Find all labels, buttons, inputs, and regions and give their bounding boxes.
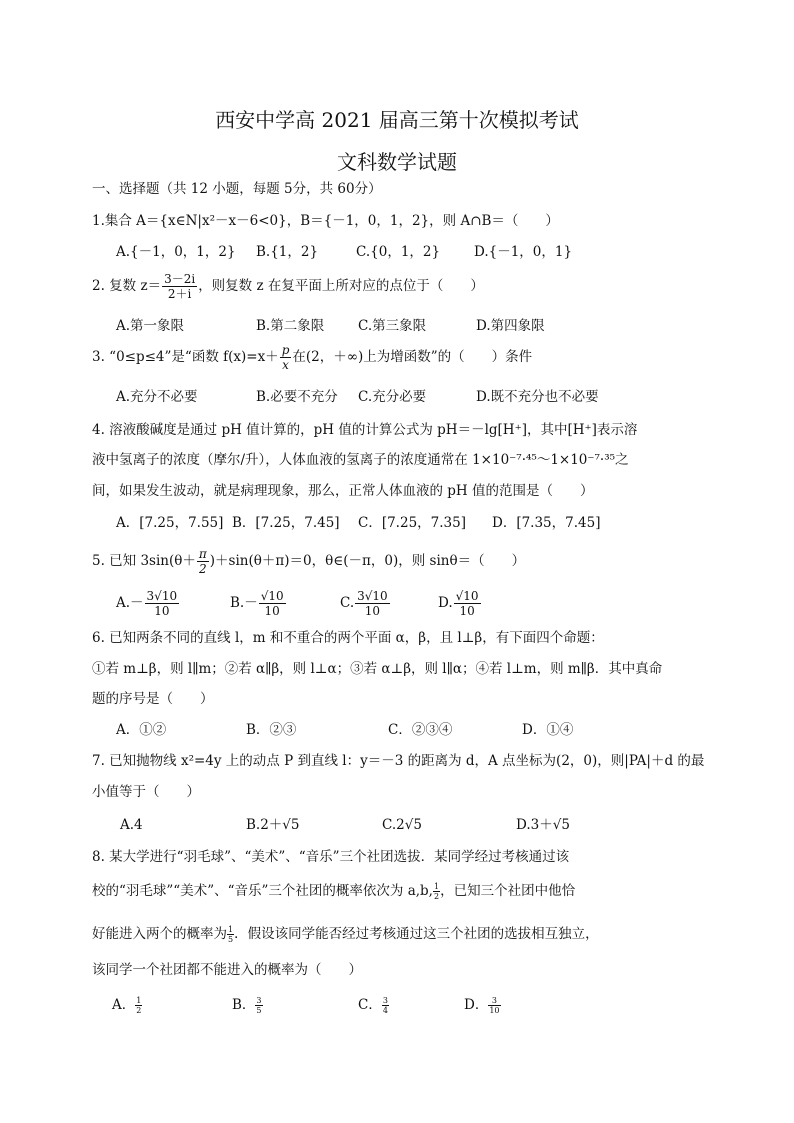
q6-option-b: B．②③ (246, 722, 297, 738)
q8-option-a-label: A． (112, 997, 136, 1013)
question-2-stem (92, 272, 484, 301)
q6-option-a: A．①② (116, 722, 167, 738)
q8-option-d-num: 3 (488, 996, 500, 1006)
q5-option-d (438, 589, 482, 618)
q8-option-a-num: 1 (136, 996, 142, 1005)
question-6-line-1: 6. 已知两条不同的直线 l，m 和不重合的两个平面 α，β，且 l⊥β，有下面四个命题： (92, 630, 604, 646)
question-6-line-2: ①若 m⊥β，则 l∥m；②若 α∥β，则 l⊥α；③若 α⊥β，则 l∥α；④若 l⊥m，则 m∥β．其中真命 (92, 661, 663, 677)
q8-option-a (112, 996, 142, 1015)
q8-option-d-label: D． (464, 997, 489, 1013)
q5-option-d-den: 10 (459, 604, 475, 618)
q2-option-c: C.第三象限 (358, 318, 427, 334)
q2-fraction-num: 3－2i (164, 272, 196, 286)
q2-option-d: D.第四象限 (476, 318, 545, 334)
question-7-line-1: 7. 已知抛物线 x²=4y 上的动点 P 到直线 l：y＝－3 的距离为 d，A 点坐标为(2，0)，则|PA|＋d 的最 (92, 753, 705, 769)
q8-option-d-frac (488, 996, 500, 1015)
q1-option-c: C.{0，1，2} (356, 244, 441, 260)
question-4-line-3: 间，如果发生波动，就是病理现象，那么，正常人体血液的 pH 值的范围是（ ） (92, 483, 594, 499)
q8-line-2-pre: 校的“羽毛球”“美术”、“音乐”三个社团的概率依次为 a,b, (92, 883, 433, 899)
q5-option-a (116, 589, 180, 618)
q5-option-c (340, 589, 391, 618)
question-4-line-1: 4. 溶液酸碱度是通过 pH 值计算的，pH 值的计算公式为 pH＝－lg[H⁺]，其中[H⁺]表示溶 (92, 422, 638, 438)
question-8-line-2 (92, 882, 575, 901)
q8-option-a-den: 2 (136, 1006, 142, 1015)
q8-option-c-num: 3 (382, 996, 388, 1005)
q5-option-d-num: √10 (455, 589, 479, 603)
q3-stem-pre: 3. “0≤p≤4”是“函数 f(x)=x＋ (92, 349, 279, 365)
q2-option-a: A.第一象限 (116, 318, 185, 334)
q5-fraction-num: π (198, 547, 207, 561)
q8-option-c-frac (382, 996, 389, 1015)
q5-option-a-label: A.－ (116, 595, 144, 611)
q4-option-d: D．[7.35，7.45] (492, 515, 601, 531)
question-8-line-3 (92, 925, 599, 944)
q4-option-b: B．[7.25，7.45] (232, 515, 340, 531)
q8-option-d-den: 10 (489, 1006, 500, 1015)
q1-option-d: D.{－1，0，1} (474, 244, 573, 260)
q5-option-c-den: 10 (364, 604, 381, 618)
q8-line-2-frac-den: 2 (433, 892, 440, 901)
q5-option-a-num: 3√10 (146, 589, 178, 603)
q5-option-c-frac (355, 589, 390, 618)
q7-option-b: B.2＋√5 (246, 817, 300, 833)
q7-option-c: C.2√5 (382, 817, 422, 833)
q2-stem-pre: 2. 复数 z＝ (92, 278, 162, 294)
q8-option-c-den: 4 (382, 1006, 388, 1015)
q5-option-b-den: 10 (264, 604, 280, 618)
section-heading: 一、选择题（共 12 小题，每题 5分，共 60分） (92, 181, 382, 197)
exam-title: 西安中学高 2021 届高三第十次模拟考试 (215, 108, 579, 132)
question-1-stem: 1.集合 A＝{x∈N|x²－x－6<0}，B＝{－1，0，1，2}，则 A∩B＝（ ） (92, 213, 559, 229)
q8-line-3-pre: 好能进入两个的概率为 (92, 926, 227, 942)
question-4-line-2: 液中氢离子的浓度（摩尔/升），人体血液的氢离子的浓度通常在 1×10⁻⁷·⁴⁵～1×10⁻⁷·³⁵之 (92, 452, 629, 468)
q2-fraction (162, 272, 197, 301)
q5-fraction (197, 547, 209, 576)
q5-option-d-label: D. (438, 595, 453, 611)
q5-option-a-frac (145, 589, 180, 618)
q8-line-3-post: ．假设该同学能否经过考核通过这三个社团的选拔相互独立， (234, 926, 599, 942)
q2-fraction-den: 2＋i (167, 287, 192, 301)
q2-option-b: B.第二象限 (256, 318, 325, 334)
question-3-stem (92, 343, 532, 372)
q5-option-c-num: 3√10 (357, 589, 388, 603)
question-8-line-1: 8. 某大学进行“羽毛球”、“美术”、“音乐”三个社团选拔．某同学经过考核通过该 (92, 849, 570, 865)
q8-line-2-frac (433, 882, 440, 901)
q3-option-b: B.必要不充分 (256, 389, 338, 405)
q6-option-d: D．①④ (522, 722, 574, 738)
question-7-line-2: 小值等于（ ） (92, 784, 200, 800)
q8-line-2-post: ，已知三个社团中他恰 (440, 883, 576, 899)
q5-option-a-den: 10 (154, 604, 170, 618)
q3-option-a: A.充分不必要 (116, 389, 198, 405)
q3-fraction (280, 343, 292, 372)
q5-stem-post: )＋sin(θ＋π)＝0，θ∈(－π，0)，则 sinθ＝（ ） (209, 553, 526, 569)
q4-option-a: A．[7.25，7.55] (116, 515, 224, 531)
q8-line-3-frac-den: 5 (228, 935, 234, 944)
q5-option-b-num: √10 (260, 589, 284, 603)
question-8-line-4: 该同学一个社团都不能进入的概率为（ ） (92, 962, 362, 978)
q5-option-b (230, 589, 287, 618)
q5-option-c-label: C. (340, 595, 355, 611)
q3-fraction-num: p (281, 343, 290, 357)
q2-stem-post: ，则复数 z 在复平面上所对应的点位于（ ） (198, 278, 484, 294)
q8-option-b (232, 996, 263, 1015)
q3-stem-post: 在(2，＋∞)上为增函数”的（ ）条件 (292, 349, 533, 365)
q5-option-b-frac (259, 589, 286, 618)
q8-line-3-frac-num: 1 (228, 925, 234, 934)
q3-option-c: C.充分必要 (358, 389, 427, 405)
q8-option-d (464, 996, 501, 1015)
q8-option-b-num: 3 (256, 996, 262, 1005)
q6-option-c: C．②③④ (388, 722, 453, 738)
q5-fraction-den: 2 (199, 562, 207, 576)
q5-option-d-frac (454, 589, 481, 618)
q8-option-c (358, 996, 389, 1015)
q8-option-b-frac (255, 996, 262, 1015)
question-6-line-3: 题的序号是（ ） (92, 691, 214, 707)
q1-option-a: A.{－1，0，1，2} (116, 244, 236, 260)
exam-subtitle: 文科数学试题 (337, 150, 457, 174)
q5-stem-pre: 5. 已知 3sin(θ＋ (92, 553, 196, 569)
q5-option-b-label: B.－ (230, 595, 258, 611)
q8-option-b-label: B． (232, 997, 256, 1013)
q8-line-2-frac-num: 1 (433, 882, 440, 891)
q8-option-c-label: C． (358, 997, 382, 1013)
q7-option-a: A.4 (120, 817, 143, 833)
q3-option-d: D.既不充分也不必要 (476, 389, 599, 405)
q8-option-a-frac (135, 996, 142, 1015)
q1-option-b: B.{1，2} (256, 244, 319, 260)
q8-option-b-den: 5 (256, 1006, 262, 1015)
question-5-stem (92, 547, 525, 576)
q7-option-d: D.3＋√5 (516, 817, 570, 833)
q3-fraction-den: x (282, 358, 289, 372)
q4-option-c: C．[7.25，7.35] (358, 515, 466, 531)
